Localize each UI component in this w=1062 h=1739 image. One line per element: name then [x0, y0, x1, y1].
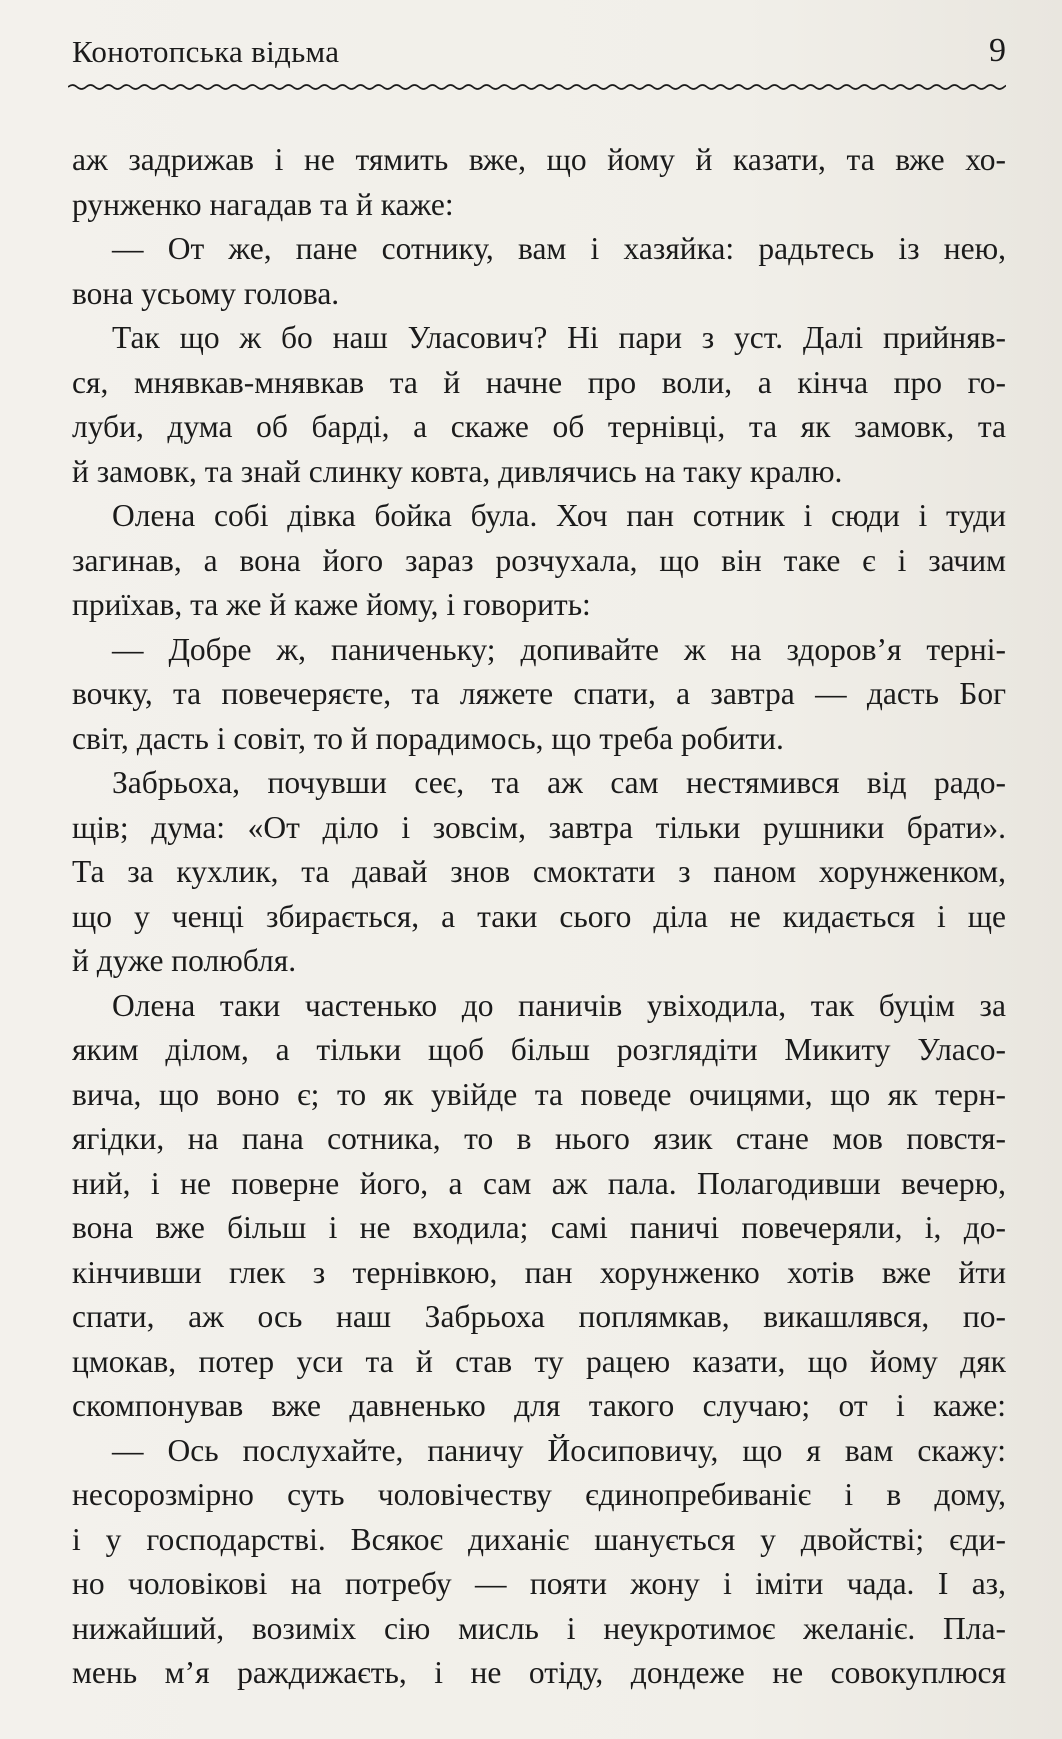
text-line: загинав, а вона його зараз розчухала, що він таке є і зачим — [72, 542, 1006, 578]
text-line: — Добре ж, паниченьку; допивайте ж на здоров’я терні- — [112, 631, 1006, 667]
text-line: рунженко нагадав та й каже: — [72, 186, 454, 222]
text-line: приїхав, та же й каже йому, і говорить: — [72, 587, 591, 622]
text-line: Олена собі дівка бойка була. Хоч пан сотник і сюди і туди — [112, 498, 1006, 533]
text-line: Так що ж бо наш Уласович? Ні пари з уст. Далі прийняв- — [112, 320, 1006, 355]
text-line: нижайший, возиміх сію мисль і неукротимоє желаніє. Пла- — [72, 1610, 1006, 1646]
page-number: 9 — [989, 32, 1006, 69]
text-line: спати, аж ось наш Забрьоха поплямкав, викашлявся, по- — [72, 1299, 1006, 1334]
text-line: кінчивши глек з тернівкою, пан хорунженко хотів вже йти — [72, 1254, 1006, 1290]
text-line: Забрьоха, почувши сеє, та аж сам нестямився від радо- — [112, 765, 1006, 800]
text-line: — Ось послухайте, паничу Йосиповичу, що я вам скажу: — [112, 1432, 1006, 1468]
text-line: ягідки, на пана сотника, то в нього язик стане мов повстя- — [72, 1121, 1006, 1156]
text-line: й замовк, та знай слинку ковта, дивлячись на таку кралю. — [72, 453, 843, 489]
text-line: Олена таки частенько до паничів увіходила, так буцім за — [112, 987, 1006, 1023]
text-line: аж задрижав і не тямить вже, що йому й казати, та вже хо- — [72, 142, 1006, 177]
text-line: скомпонував вже давненько для такого случаю; от і каже: — [72, 1388, 1006, 1423]
text-line: — От же, пане сотнику, вам і хазяйка: радьтесь із нею, — [112, 231, 1006, 266]
text-line: ся, мнявкав-мнявкав та й начне про воли, а кінча про го- — [72, 364, 1006, 400]
text-line: що у ченці збирається, а таки сього діла не кидається і ще — [72, 898, 1006, 934]
text-line: вона усьому голова. — [72, 275, 340, 311]
text-line: луби, дума об барді, а скаже об тернівці, та як замовк, та — [72, 409, 1006, 444]
text-line: вочку, та повечеряєте, та ляжете спати, а завтра — дасть Бог — [72, 676, 1006, 711]
text-line: мень м’я раждижаєть, і не отіду, дондеже не совокуплюся — [72, 1655, 1006, 1690]
running-header — [72, 28, 1006, 78]
text-line: й дуже полюбля. — [72, 943, 297, 978]
text-line: вона вже більш і не входила; самі паничі повечеряли, і, до- — [72, 1210, 1006, 1245]
text-line: Та за кухлик, та давай знов смоктати з паном хорунженком, — [72, 854, 1006, 889]
ornamental-rule — [68, 80, 1006, 94]
text-line: вича, що воно є; то як увійде та поведе очицями, що як терн- — [72, 1076, 1006, 1112]
text-line: несорозмірно суть чоловічеству єдинопребиваніє і в дому, — [72, 1477, 1006, 1512]
text-line: но чоловікові на потребу — пояти жону і іміти чада. І аз, — [72, 1566, 1006, 1601]
body-text — [72, 138, 1006, 1696]
running-title: Конотопська відьма — [72, 34, 340, 69]
text-line: і у господарстві. Всякоє диханіє шанується у двойстві; єди- — [72, 1521, 1006, 1557]
text-line: щів; дума: «От діло і зовсім, завтра тільки рушники брати». — [72, 809, 1006, 845]
text-line: світ, дасть і совіт, то й порадимось, що треба робити. — [72, 720, 784, 756]
text-line: яким ділом, а тільки щоб більш розглядіти Микиту Уласо- — [72, 1032, 1006, 1067]
text-line: цмокав, потер уси та й став ту рацею казати, що йому дяк — [72, 1343, 1006, 1379]
text-line: ний, і не поверне його, а сам аж пала. Полагодивши вечерю, — [72, 1165, 1006, 1201]
